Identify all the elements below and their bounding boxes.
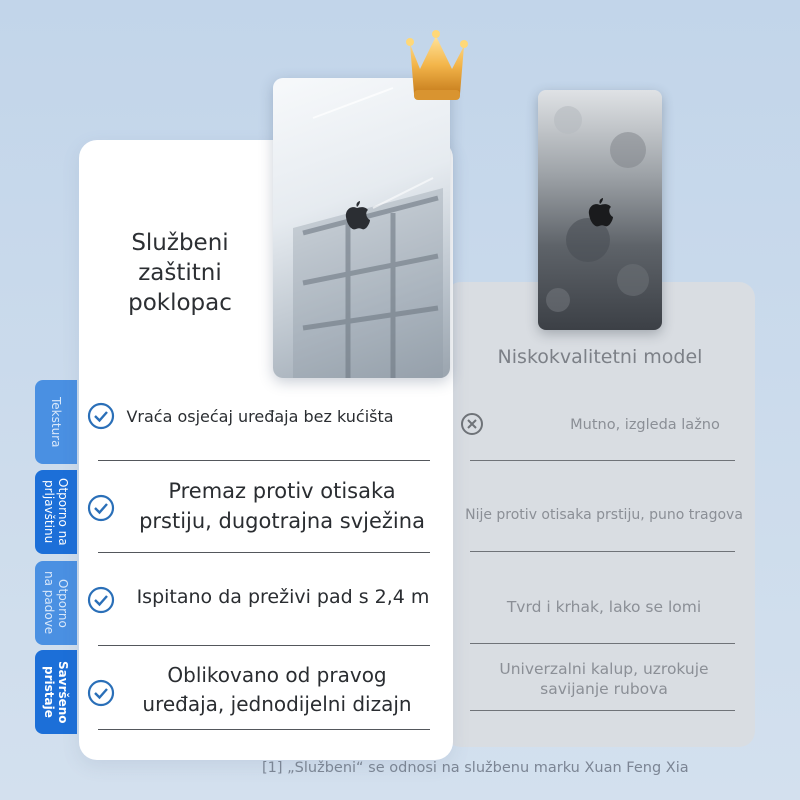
low-quality-feature-texture: [540, 415, 750, 435]
feature-text: prstiju, dugotrajna svježina: [139, 509, 425, 533]
divider: [470, 710, 735, 711]
low-quality-feature-dirt: [460, 505, 748, 525]
tab-dirt-resistant[interactable]: [35, 470, 77, 554]
check-circle-icon: [87, 679, 115, 707]
divider: [98, 729, 430, 730]
official-feature-drop: [120, 586, 446, 608]
tab-texture[interactable]: [35, 380, 77, 464]
x-circle-icon: [460, 412, 484, 436]
feature-text: Premaz protiv otisaka: [168, 479, 396, 503]
official-feature-texture: [125, 407, 395, 426]
tab-label: Otporno na prljavštinu: [42, 478, 70, 546]
tab-label: Otporno na padove: [42, 571, 70, 635]
feature-text: Univerzalni kalup, uzrokuje: [499, 660, 709, 678]
footnote: [1] „Službeni“ se odnosi na službenu marku Xuan Feng Xia: [262, 760, 689, 776]
apple-logo-icon: [589, 198, 613, 226]
divider: [470, 551, 735, 552]
official-feature-fit: [120, 661, 434, 719]
divider: [98, 460, 430, 461]
divider: [470, 643, 735, 644]
official-feature-dirt: [120, 476, 444, 536]
check-circle-icon: [87, 494, 115, 522]
check-circle-icon: [87, 402, 115, 430]
feature-text: Vraća osjećaj uređaja bez kućišta: [126, 407, 394, 426]
feature-text: Oblikovano od pravog: [167, 663, 387, 687]
feature-text: Ispitano da preživi pad s 2,4 m: [136, 586, 430, 608]
apple-logo-icon: [346, 201, 370, 229]
divider: [98, 552, 430, 553]
official-title: Službeni zaštitni poklopac: [128, 230, 232, 316]
crown-icon: [400, 14, 472, 110]
low-quality-feature-drop: [460, 597, 748, 617]
feature-text: savijanje rubova: [540, 680, 668, 698]
feature-text: Nije protiv otisaka prstiju, puno tragova: [465, 507, 743, 523]
tab-label: Tekstura: [49, 396, 63, 448]
tab-label: Savršeno pristaje: [42, 660, 70, 724]
feature-text: Mutno, izgleda lažno: [570, 417, 720, 433]
tab-perfect-fit[interactable]: [35, 650, 77, 734]
low-quality-title: Niskokvalitetni model: [497, 346, 703, 368]
low-quality-laptop-image: [538, 90, 662, 330]
divider: [470, 460, 735, 461]
feature-text: Tvrd i krhak, lako se lomi: [506, 598, 702, 616]
feature-text: uređaja, jednodijelni dizajn: [142, 692, 412, 716]
divider: [98, 645, 430, 646]
tab-drop-resistant[interactable]: [35, 561, 77, 645]
low-quality-feature-fit: [460, 659, 748, 699]
check-circle-icon: [87, 586, 115, 614]
official-laptop-image: [273, 78, 450, 378]
